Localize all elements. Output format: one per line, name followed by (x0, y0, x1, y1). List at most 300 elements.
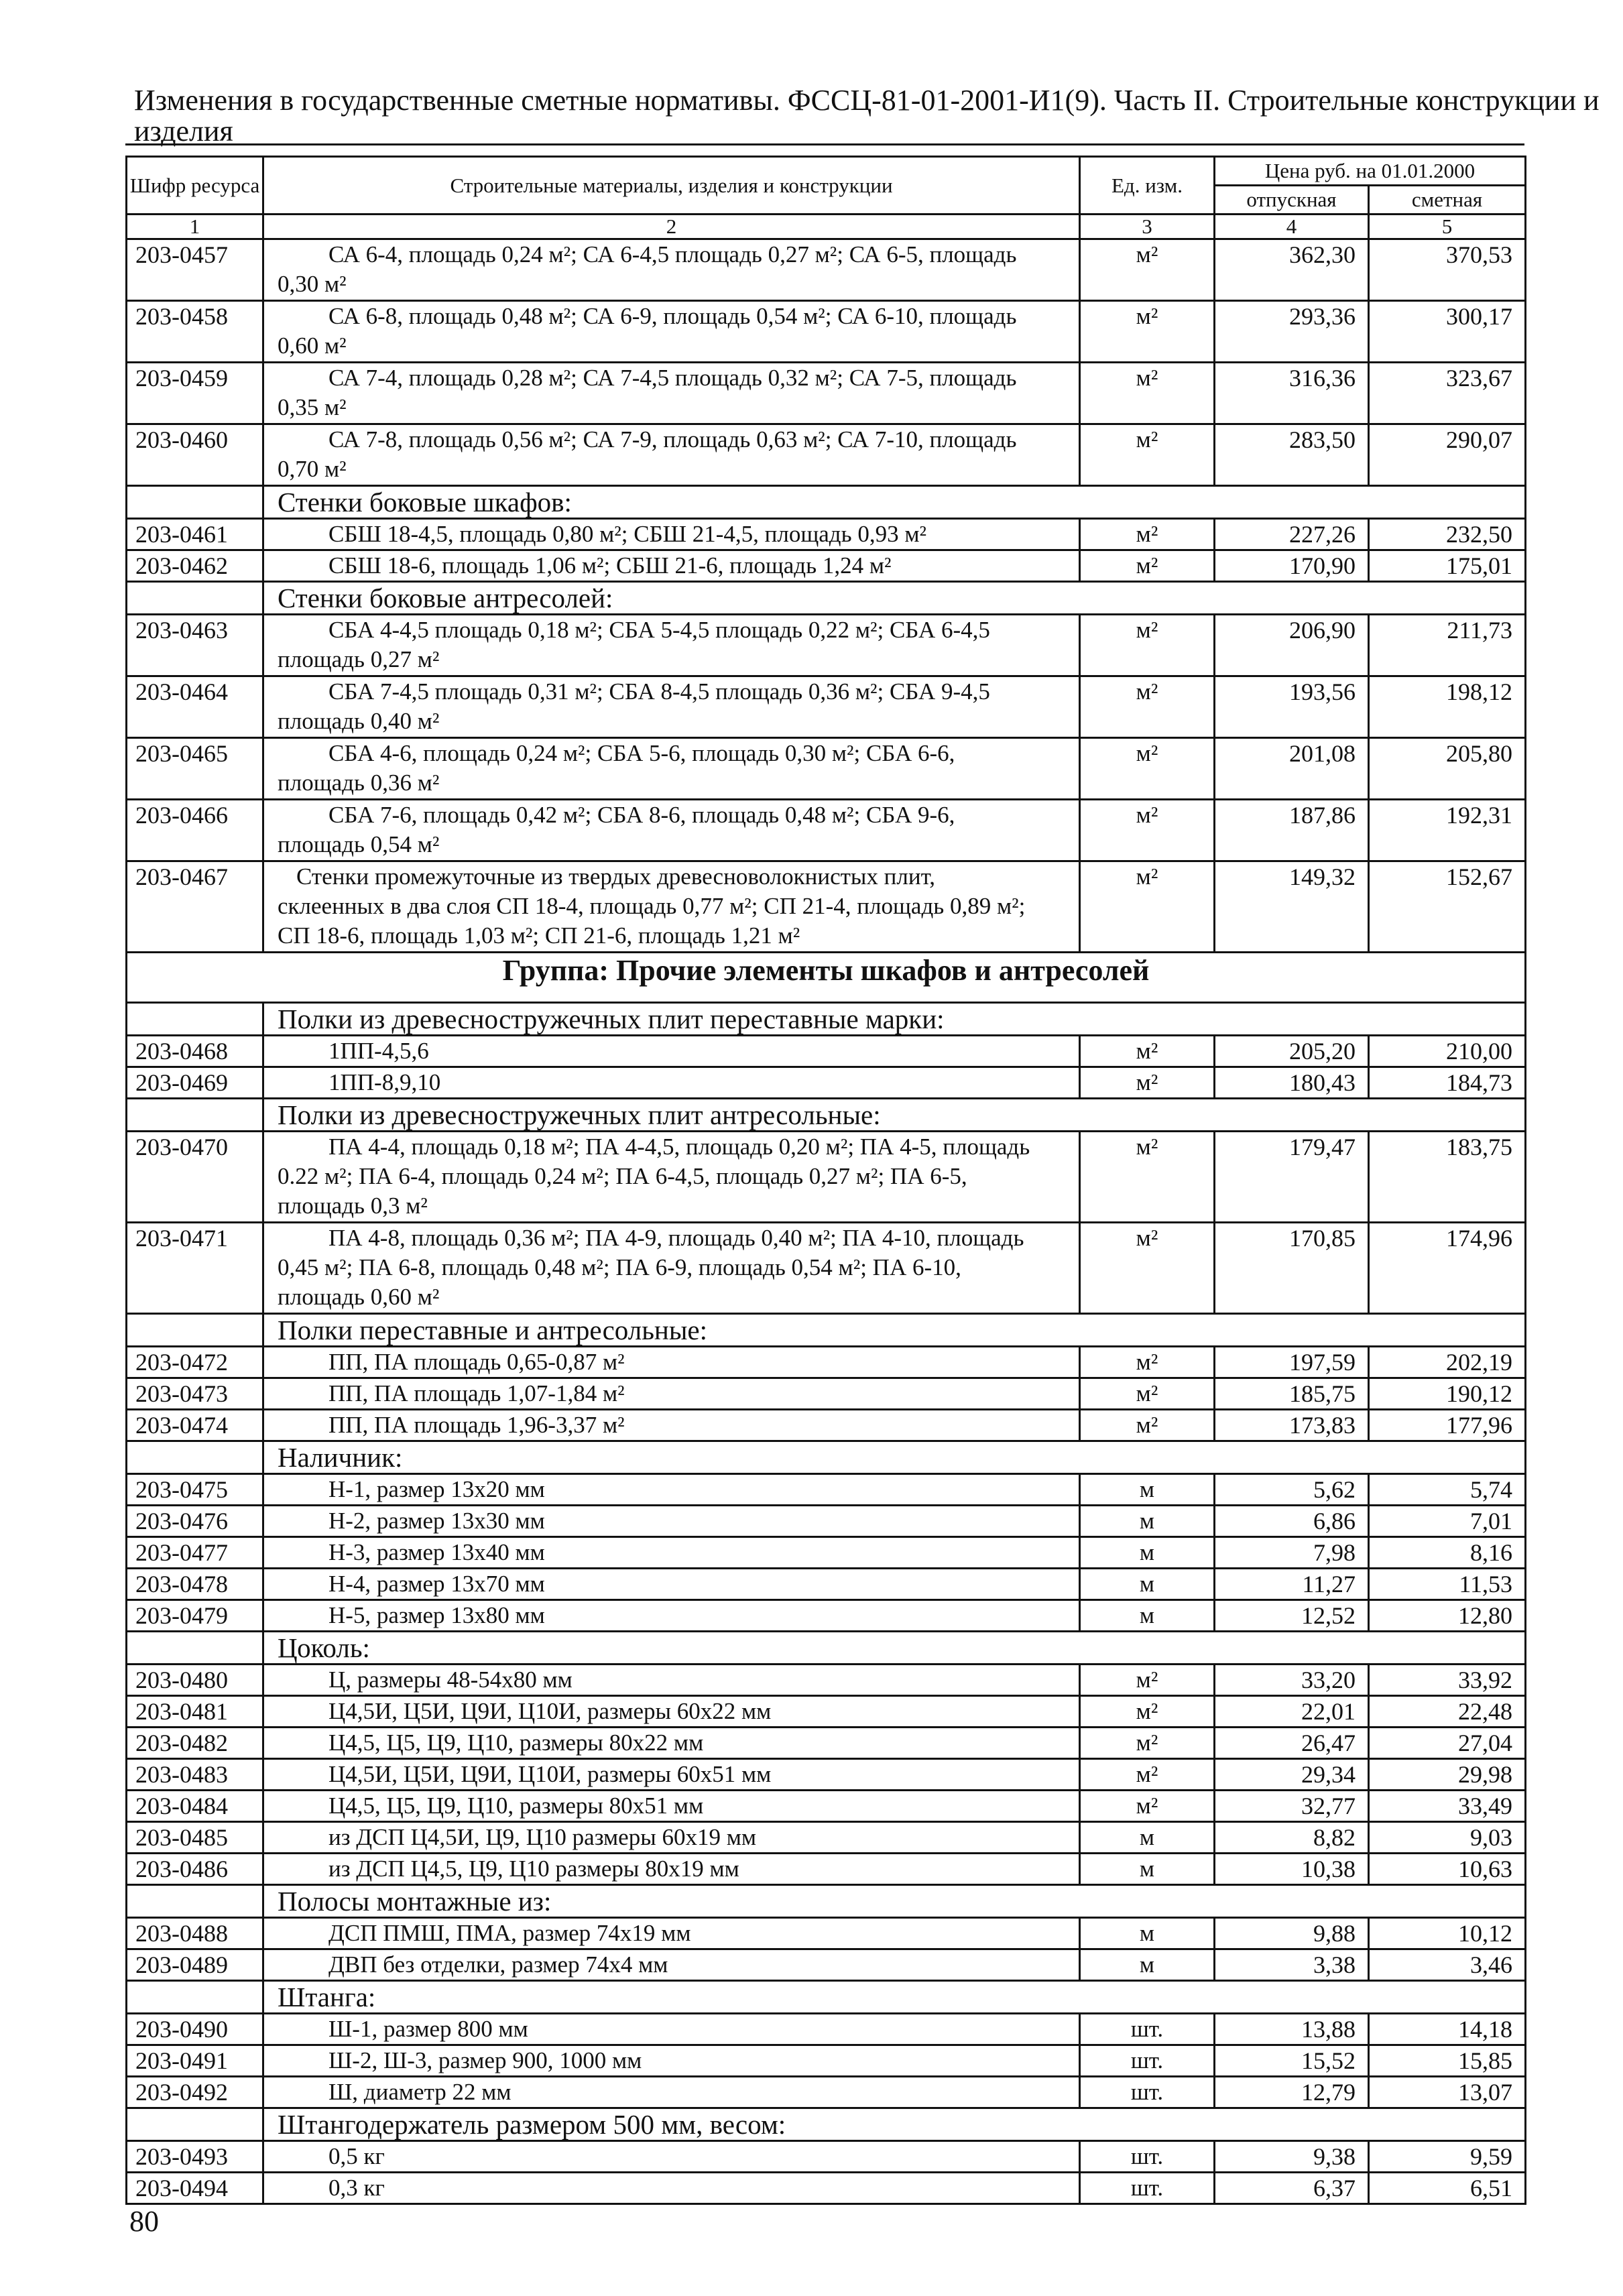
resource-code: 203-0477 (127, 1537, 263, 1569)
description-line: СБА 4-4,5 площадь 0,18 м²; СБА 5-4,5 площадь 0,22 м²; СБА 6-4,5 (328, 617, 990, 643)
section-row (127, 1885, 1526, 1918)
section-code-empty (127, 1099, 263, 1132)
table-row (127, 1759, 1526, 1791)
unit-cell: шт. (1080, 2077, 1215, 2108)
description-line: СБШ 18-4,5, площадь 0,80 м²; СБШ 21-4,5, площадь 0,93 м² (328, 521, 926, 547)
estimate-price: 290,07 (1369, 424, 1526, 486)
section-row (127, 1314, 1526, 1347)
col-head-name: Строительные материалы, изделия и конструкции (263, 157, 1080, 215)
release-price: 293,36 (1215, 301, 1369, 363)
material-description (263, 1918, 1080, 1949)
release-price: 32,77 (1215, 1791, 1369, 1822)
release-price: 8,82 (1215, 1822, 1369, 1854)
resource-code: 203-0480 (127, 1665, 263, 1696)
estimate-price: 175,01 (1369, 550, 1526, 582)
section-heading: Наличник: (263, 1441, 1526, 1474)
table-row (127, 676, 1526, 738)
material-description (263, 1132, 1080, 1223)
table-row (127, 1347, 1526, 1378)
estimate-price: 3,46 (1369, 1949, 1526, 1981)
description-line: из ДСП Ц4,5И, Ц9, Ц10 размеры 60х19 мм (328, 1824, 757, 1850)
unit-cell: м² (1080, 861, 1215, 953)
group-row (127, 953, 1526, 1003)
resource-code: 203-0484 (127, 1791, 263, 1822)
unit-cell: м² (1080, 1696, 1215, 1728)
col-number-4: 4 (1215, 215, 1369, 239)
estimate-price: 184,73 (1369, 1067, 1526, 1099)
unit-cell: м² (1080, 1067, 1215, 1099)
unit-cell: м² (1080, 424, 1215, 486)
section-code-empty (127, 2108, 263, 2141)
unit-cell: м (1080, 1600, 1215, 1632)
description-line: Ш-2, Ш-3, размер 900, 1000 мм (328, 2047, 642, 2073)
description-line: 0,70 м² (278, 456, 347, 482)
description-line: СБА 7-4,5 площадь 0,31 м²; СБА 8-4,5 площадь 0,36 м²; СБА 9-4,5 (328, 678, 990, 705)
release-price: 11,27 (1215, 1569, 1369, 1600)
material-description (263, 1378, 1080, 1410)
table-row (127, 1474, 1526, 1506)
col-head-price: Цена руб. на 01.01.2000 (1215, 157, 1526, 186)
header-title-line1: Изменения в государственные сметные нормативы. ФССЦ-81-01-2001-И1(9). Часть II. Строительные конструкции и (134, 84, 1600, 117)
description-line: ПП, ПА площадь 1,96-3,37 м² (328, 1412, 625, 1438)
description-line: Н-1, размер 13х20 мм (328, 1476, 545, 1502)
description-line: Н-3, размер 13х40 мм (328, 1539, 545, 1565)
unit-cell: м (1080, 1474, 1215, 1506)
table-row (127, 1506, 1526, 1537)
description-line: Н-5, размер 13х80 мм (328, 1602, 545, 1628)
material-description (263, 861, 1080, 953)
resource-code: 203-0462 (127, 550, 263, 582)
section-code-empty (127, 582, 263, 615)
group-heading: Группа: Прочие элементы шкафов и антресолей (127, 953, 1526, 1003)
resource-code: 203-0483 (127, 1759, 263, 1791)
description-line: Ц4,5И, Ц5И, Ц9И, Ц10И, размеры 60х51 мм (328, 1761, 772, 1787)
col-head-estimate: сметная (1369, 186, 1526, 215)
section-heading: Полки из древесностружечных плит переставные марки: (263, 1003, 1526, 1036)
estimate-price: 33,92 (1369, 1665, 1526, 1696)
resource-code: 203-0488 (127, 1918, 263, 1949)
estimate-price: 22,48 (1369, 1696, 1526, 1728)
material-description (263, 301, 1080, 363)
estimate-price: 7,01 (1369, 1506, 1526, 1537)
material-description (263, 615, 1080, 676)
description-line: 0,30 м² (278, 271, 347, 297)
resource-code: 203-0491 (127, 2045, 263, 2077)
header-rule (125, 143, 1524, 145)
release-price: 6,37 (1215, 2173, 1369, 2204)
price-table (125, 156, 1526, 2205)
release-price: 179,47 (1215, 1132, 1369, 1223)
table-row (127, 1036, 1526, 1067)
section-code-empty (127, 1981, 263, 2014)
material-description (263, 1569, 1080, 1600)
unit-cell: м² (1080, 1378, 1215, 1410)
release-price: 197,59 (1215, 1347, 1369, 1378)
section-code-empty (127, 486, 263, 519)
release-price: 12,52 (1215, 1600, 1369, 1632)
release-price: 13,88 (1215, 2014, 1369, 2045)
description-line: СА 7-8, площадь 0,56 м²; СА 7-9, площадь 0,63 м²; СА 7-10, площадь (328, 426, 1017, 452)
section-code-empty (127, 1885, 263, 1918)
release-price: 362,30 (1215, 239, 1369, 301)
section-row (127, 2108, 1526, 2141)
unit-cell: м (1080, 1949, 1215, 1981)
col-number-3: 3 (1080, 215, 1215, 239)
resource-code: 203-0493 (127, 2141, 263, 2173)
material-description (263, 676, 1080, 738)
table-row (127, 800, 1526, 861)
release-price: 3,38 (1215, 1949, 1369, 1981)
estimate-price: 15,85 (1369, 2045, 1526, 2077)
material-description (263, 1791, 1080, 1822)
material-description (263, 1759, 1080, 1791)
col-head-release: отпускная (1215, 186, 1369, 215)
material-description (263, 1506, 1080, 1537)
release-price: 205,20 (1215, 1036, 1369, 1067)
unit-cell: м (1080, 1537, 1215, 1569)
description-line: 1ПП-8,9,10 (328, 1069, 441, 1095)
material-description (263, 1474, 1080, 1506)
table-row (127, 1791, 1526, 1822)
table-row (127, 2014, 1526, 2045)
release-price: 9,88 (1215, 1918, 1369, 1949)
estimate-price: 323,67 (1369, 363, 1526, 424)
resource-code: 203-0494 (127, 2173, 263, 2204)
table-row (127, 1378, 1526, 1410)
material-description (263, 550, 1080, 582)
description-line: площадь 0,60 м² (278, 1284, 440, 1310)
table-row (127, 1600, 1526, 1632)
description-line: Ш, диаметр 22 мм (328, 2079, 512, 2105)
section-row (127, 1981, 1526, 2014)
material-description (263, 519, 1080, 550)
material-description (263, 2014, 1080, 2045)
description-line: 0,5 кг (328, 2143, 385, 2169)
release-price: 26,47 (1215, 1728, 1369, 1759)
table-row (127, 1822, 1526, 1854)
description-line: ПП, ПА площадь 1,07-1,84 м² (328, 1380, 625, 1406)
unit-cell: шт. (1080, 2173, 1215, 2204)
section-code-empty (127, 1003, 263, 1036)
description-line: из ДСП Ц4,5, Ц9, Ц10 размеры 80х19 мм (328, 1856, 739, 1882)
estimate-price: 9,59 (1369, 2141, 1526, 2173)
estimate-price: 152,67 (1369, 861, 1526, 953)
resource-code: 203-0465 (127, 738, 263, 800)
description-line: площадь 0,27 м² (278, 646, 440, 672)
description-line: СА 6-4, площадь 0,24 м²; СА 6-4,5 площадь 0,27 м²; СА 6-5, площадь (328, 241, 1017, 267)
release-price: 170,85 (1215, 1223, 1369, 1314)
release-price: 22,01 (1215, 1696, 1369, 1728)
unit-cell: м² (1080, 1728, 1215, 1759)
material-description (263, 424, 1080, 486)
material-description (263, 1600, 1080, 1632)
section-heading: Стенки боковые антресолей: (263, 582, 1526, 615)
release-price: 173,83 (1215, 1410, 1369, 1441)
resource-code: 203-0492 (127, 2077, 263, 2108)
table-row (127, 2141, 1526, 2173)
table-row (127, 1728, 1526, 1759)
resource-code: 203-0486 (127, 1854, 263, 1885)
description-line: 0,60 м² (278, 333, 347, 359)
material-description (263, 1949, 1080, 1981)
description-line: Н-4, размер 13х70 мм (328, 1571, 545, 1597)
material-description (263, 1854, 1080, 1885)
header-row-1 (127, 157, 1526, 186)
table-row (127, 301, 1526, 363)
release-price: 7,98 (1215, 1537, 1369, 1569)
estimate-price: 12,80 (1369, 1600, 1526, 1632)
unit-cell: м² (1080, 301, 1215, 363)
material-description (263, 738, 1080, 800)
resource-code: 203-0459 (127, 363, 263, 424)
release-price: 6,86 (1215, 1506, 1369, 1537)
description-line: СБА 7-6, площадь 0,42 м²; СБА 8-6, площадь 0,48 м²; СБА 9-6, (328, 802, 955, 828)
release-price: 33,20 (1215, 1665, 1369, 1696)
resource-code: 203-0466 (127, 800, 263, 861)
section-row (127, 582, 1526, 615)
section-heading: Цоколь: (263, 1632, 1526, 1665)
description-line: Ц, размеры 48-54х80 мм (328, 1667, 573, 1693)
material-description (263, 2141, 1080, 2173)
material-description (263, 1223, 1080, 1314)
unit-cell: м² (1080, 1347, 1215, 1378)
description-line: ПА 4-8, площадь 0,36 м²; ПА 4-9, площадь 0,40 м²; ПА 4-10, площадь (328, 1225, 1024, 1251)
description-line: площадь 0,36 м² (278, 770, 440, 796)
description-line: Ц4,5, Ц5, Ц9, Ц10, размеры 80х51 мм (328, 1793, 704, 1819)
material-description (263, 1822, 1080, 1854)
table-row (127, 1410, 1526, 1441)
estimate-price: 190,12 (1369, 1378, 1526, 1410)
unit-cell: м² (1080, 1223, 1215, 1314)
release-price: 316,36 (1215, 363, 1369, 424)
estimate-price: 29,98 (1369, 1759, 1526, 1791)
unit-cell: м² (1080, 239, 1215, 301)
section-heading: Штангодержатель размером 500 мм, весом: (263, 2108, 1526, 2141)
unit-cell: м (1080, 1918, 1215, 1949)
description-line: СА 6-8, площадь 0,48 м²; СА 6-9, площадь 0,54 м²; СА 6-10, площадь (328, 303, 1017, 329)
release-price: 29,34 (1215, 1759, 1369, 1791)
estimate-price: 211,73 (1369, 615, 1526, 676)
section-row (127, 1441, 1526, 1474)
section-code-empty (127, 1314, 263, 1347)
resource-code: 203-0475 (127, 1474, 263, 1506)
estimate-price: 14,18 (1369, 2014, 1526, 2045)
description-line: площадь 0,40 м² (278, 708, 440, 734)
table-row (127, 1949, 1526, 1981)
column-numbers-row (127, 215, 1526, 239)
description-line: Ц4,5, Ц5, Ц9, Ц10, размеры 80х22 мм (328, 1730, 704, 1756)
release-price: 170,90 (1215, 550, 1369, 582)
unit-cell: м² (1080, 519, 1215, 550)
table-row (127, 1665, 1526, 1696)
release-price: 9,38 (1215, 2141, 1369, 2173)
section-heading: Полки из древесностружечных плит антресольные: (263, 1099, 1526, 1132)
description-line: 0.22 м²; ПА 6-4, площадь 0,24 м²; ПА 6-4,5, площадь 0,27 м²; ПА 6-5, (278, 1163, 967, 1189)
estimate-price: 210,00 (1369, 1036, 1526, 1067)
estimate-price: 5,74 (1369, 1474, 1526, 1506)
description-line: СБА 4-6, площадь 0,24 м²; СБА 5-6, площадь 0,30 м²; СБА 6-6, (328, 740, 955, 766)
release-price: 227,26 (1215, 519, 1369, 550)
unit-cell: м² (1080, 1036, 1215, 1067)
description-line: Н-2, размер 13х30 мм (328, 1508, 545, 1534)
table-row (127, 738, 1526, 800)
description-line: 0,3 кг (328, 2175, 385, 2201)
resource-code: 203-0457 (127, 239, 263, 301)
unit-cell: м² (1080, 738, 1215, 800)
resource-code: 203-0471 (127, 1223, 263, 1314)
table-row (127, 519, 1526, 550)
material-description (263, 2173, 1080, 2204)
description-line: СА 7-4, площадь 0,28 м²; СА 7-4,5 площадь 0,32 м²; СА 7-5, площадь (328, 365, 1017, 391)
estimate-price: 9,03 (1369, 1822, 1526, 1854)
unit-cell: м² (1080, 1410, 1215, 1441)
material-description (263, 1728, 1080, 1759)
table-row (127, 1223, 1526, 1314)
unit-cell: шт. (1080, 2141, 1215, 2173)
col-number-5: 5 (1369, 215, 1526, 239)
description-line: 0,45 м²; ПА 6-8, площадь 0,48 м²; ПА 6-9, площадь 0,54 м²; ПА 6-10, (278, 1254, 961, 1280)
estimate-price: 10,63 (1369, 1854, 1526, 1885)
resource-code: 203-0467 (127, 861, 263, 953)
table-row (127, 615, 1526, 676)
estimate-price: 8,16 (1369, 1537, 1526, 1569)
section-heading: Стенки боковые шкафов: (263, 486, 1526, 519)
estimate-price: 33,49 (1369, 1791, 1526, 1822)
unit-cell: м² (1080, 1132, 1215, 1223)
table-row (127, 861, 1526, 953)
material-description (263, 1537, 1080, 1569)
estimate-price: 202,19 (1369, 1347, 1526, 1378)
description-line: Стенки промежуточные из твердых древесноволокнистых плит, (296, 863, 936, 890)
unit-cell: м (1080, 1506, 1215, 1537)
release-price: 185,75 (1215, 1378, 1369, 1410)
material-description (263, 800, 1080, 861)
material-description (263, 2045, 1080, 2077)
material-description (263, 2077, 1080, 2108)
estimate-price: 205,80 (1369, 738, 1526, 800)
resource-code: 203-0460 (127, 424, 263, 486)
resource-code: 203-0469 (127, 1067, 263, 1099)
table-row (127, 2077, 1526, 2108)
resource-code: 203-0481 (127, 1696, 263, 1728)
material-description (263, 1067, 1080, 1099)
col-head-code: Шифр ресурса (127, 157, 263, 215)
estimate-price: 370,53 (1369, 239, 1526, 301)
description-line: ДСП ПМШ, ПМА, размер 74х19 мм (328, 1920, 691, 1946)
release-price: 283,50 (1215, 424, 1369, 486)
resource-code: 203-0472 (127, 1347, 263, 1378)
release-price: 15,52 (1215, 2045, 1369, 2077)
estimate-price: 27,04 (1369, 1728, 1526, 1759)
table-row (127, 1067, 1526, 1099)
material-description (263, 239, 1080, 301)
unit-cell: м² (1080, 1665, 1215, 1696)
description-line: СП 18-6, площадь 1,03 м²; СП 21-6, площадь 1,21 м² (278, 922, 800, 949)
release-price: 180,43 (1215, 1067, 1369, 1099)
resource-code: 203-0461 (127, 519, 263, 550)
material-description (263, 363, 1080, 424)
release-price: 10,38 (1215, 1854, 1369, 1885)
unit-cell: м² (1080, 1759, 1215, 1791)
release-price: 149,32 (1215, 861, 1369, 953)
unit-cell: м (1080, 1822, 1215, 1854)
description-line: площадь 0,3 м² (278, 1193, 428, 1219)
material-description (263, 1036, 1080, 1067)
resource-code: 203-0482 (127, 1728, 263, 1759)
estimate-price: 192,31 (1369, 800, 1526, 861)
header-title-line2: изделия (134, 115, 233, 147)
table-row (127, 2045, 1526, 2077)
description-line: Ш-1, размер 800 мм (328, 2016, 528, 2042)
resource-code: 203-0468 (127, 1036, 263, 1067)
unit-cell: м² (1080, 800, 1215, 861)
release-price: 201,08 (1215, 738, 1369, 800)
release-price: 5,62 (1215, 1474, 1369, 1506)
table-row (127, 1537, 1526, 1569)
resource-code: 203-0474 (127, 1410, 263, 1441)
section-heading: Полки переставные и антресольные: (263, 1314, 1526, 1347)
material-description (263, 1696, 1080, 1728)
section-code-empty (127, 1441, 263, 1474)
material-description (263, 1347, 1080, 1378)
col-head-unit: Ед. изм. (1080, 157, 1215, 215)
page-number: 80 (129, 2205, 159, 2238)
release-price: 187,86 (1215, 800, 1369, 861)
resource-code: 203-0479 (127, 1600, 263, 1632)
estimate-price: 177,96 (1369, 1410, 1526, 1441)
unit-cell: м² (1080, 676, 1215, 738)
section-code-empty (127, 1632, 263, 1665)
section-row (127, 1632, 1526, 1665)
table-row (127, 1918, 1526, 1949)
unit-cell: м (1080, 1854, 1215, 1885)
col-number-2: 2 (263, 215, 1080, 239)
table-row (127, 363, 1526, 424)
resource-code: 203-0464 (127, 676, 263, 738)
col-number-1: 1 (127, 215, 263, 239)
release-price: 193,56 (1215, 676, 1369, 738)
resource-code: 203-0490 (127, 2014, 263, 2045)
description-line: Ц4,5И, Ц5И, Ц9И, Ц10И, размеры 60х22 мм (328, 1698, 772, 1724)
estimate-price: 10,12 (1369, 1918, 1526, 1949)
estimate-price: 6,51 (1369, 2173, 1526, 2204)
table-row (127, 239, 1526, 301)
unit-cell: м² (1080, 615, 1215, 676)
table-row (127, 2173, 1526, 2204)
section-row (127, 486, 1526, 519)
resource-code: 203-0478 (127, 1569, 263, 1600)
table-row (127, 1132, 1526, 1223)
section-row (127, 1099, 1526, 1132)
section-heading: Полосы монтажные из: (263, 1885, 1526, 1918)
description-line: 1ПП-4,5,6 (328, 1038, 429, 1064)
table-row (127, 550, 1526, 582)
description-line: ПП, ПА площадь 0,65-0,87 м² (328, 1349, 625, 1375)
resource-code: 203-0458 (127, 301, 263, 363)
material-description (263, 1665, 1080, 1696)
table-row (127, 1569, 1526, 1600)
description-line: площадь 0,54 м² (278, 831, 440, 857)
unit-cell: шт. (1080, 2045, 1215, 2077)
estimate-price: 183,75 (1369, 1132, 1526, 1223)
table-row (127, 1696, 1526, 1728)
table-row (127, 424, 1526, 486)
material-description (263, 1410, 1080, 1441)
resource-code: 203-0485 (127, 1822, 263, 1854)
resource-code: 203-0470 (127, 1132, 263, 1223)
resource-code: 203-0463 (127, 615, 263, 676)
section-row (127, 1003, 1526, 1036)
